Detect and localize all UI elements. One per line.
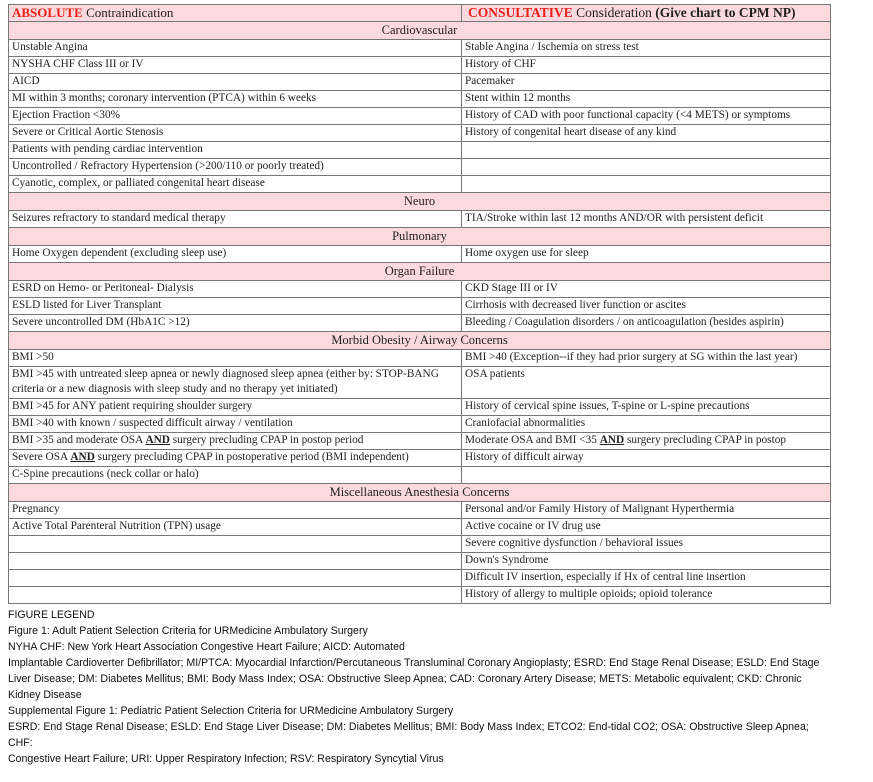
absolute-header: ABSOLUTE Contraindication [9, 5, 462, 22]
table-row: Difficult IV insertion, especially if Hx of central line insertion [9, 570, 831, 587]
table-row: BMI >40 with known / suspected difficult airway / ventilation Craniofacial abnormalities [9, 416, 831, 433]
consultative-header: CONSULTATIVE Consideration (Give chart to CPM NP) [462, 5, 831, 22]
table-row: Pregnancy Personal and/or Family History of Malignant Hyperthermia [9, 502, 831, 519]
section-organ-failure: Organ Failure [9, 263, 831, 281]
table-row: Uncontrolled / Refractory Hypertension (>200/110 or poorly treated) [9, 159, 831, 176]
table-row: Severe OSA AND surgery precluding CPAP in postoperative period (BMI independent) History of difficult airway [9, 450, 831, 467]
table-row: Active Total Parenteral Nutrition (TPN) usage Active cocaine or IV drug use [9, 519, 831, 536]
section-pulmonary: Pulmonary [9, 228, 831, 246]
table-row: History of allergy to multiple opioids; opioid tolerance [9, 587, 831, 604]
legend-title: FIGURE LEGEND [8, 609, 95, 621]
table-row: Ejection Fraction <30% History of CAD with poor functional capacity (<4 METS) or symptoms [9, 108, 831, 125]
table-row: BMI >45 for ANY patient requiring shoulder surgery History of cervical spine issues, T-spine or L-spine precautions [9, 399, 831, 416]
table-row: Down's Syndrome [9, 553, 831, 570]
table-row: MI within 3 months; coronary intervention (PTCA) within 6 weeks Stent within 12 months [9, 91, 831, 108]
table-row: Seizures refractory to standard medical therapy TIA/Stroke within last 12 months AND/OR with persistent deficit [9, 211, 831, 228]
table-row: Severe uncontrolled DM (HbA1C >12) Bleeding / Coagulation disorders / on anticoagulation (besides aspirin) [9, 315, 831, 332]
legend-line: NYHA CHF: New York Heart Association Congestive Heart Failure; AICD: Automated [8, 641, 405, 653]
table-row: Severe or Critical Aortic Stenosis History of congenital heart disease of any kind [9, 125, 831, 142]
legend-line: Congestive Heart Failure; URI: Upper Respiratory Infection; RSV: Respiratory Syncytial Virus [8, 753, 444, 765]
legend-line: Supplemental Figure 1: Pediatric Patient Selection Criteria for URMedicine Ambulatory Surgery [8, 705, 454, 717]
table-row: Unstable Angina Stable Angina / Ischemia on stress test [9, 40, 831, 57]
table-row: Cyanotic, complex, or palliated congenital heart disease [9, 176, 831, 193]
table-row: ESRD on Hemo- or Peritoneal- Dialysis CKD Stage III or IV [9, 281, 831, 298]
legend-line: Figure 1: Adult Patient Selection Criteria for URMedicine Ambulatory Surgery [8, 625, 368, 637]
table-row: AICD Pacemaker [9, 74, 831, 91]
header-row [9, 5, 831, 22]
figure-legend [8, 607, 830, 767]
legend-line: Implantable Cardioverter Defibrillator; MI/PTCA: Myocardial Infarction/Percutaneous Transluminal Coronary Angioplasty; ESRD: End Stage Renal Disease; ESLD: End Stage Liver Disease; DM: Diabetes Mellitus; BMI: Body Mass Index; OSA: Obstructive Sleep Apnea; CAD: Coronary Artery Disease; METS: Metabolic equivalent; CKD: Chronic Kidney Disease [8, 657, 820, 701]
table-row: BMI >35 and moderate OSA AND surgery precluding CPAP in postop period Moderate OSA and BMI <35 AND surgery precluding CPAP in postop [9, 433, 831, 450]
table-row: ESLD listed for Liver Transplant Cirrhosis with decreased liver function or ascites [9, 298, 831, 315]
selection-criteria-table [8, 4, 831, 604]
table-row: Home Oxygen dependent (excluding sleep use) Home oxygen use for sleep [9, 246, 831, 263]
table-row: Patients with pending cardiac intervention [9, 142, 831, 159]
table-row: C-Spine precautions (neck collar or halo) [9, 467, 831, 484]
section-misc-anesthesia: Miscellaneous Anesthesia Concerns [9, 484, 831, 502]
table-row: NYSHA CHF Class III or IV History of CHF [9, 57, 831, 74]
legend-line: ESRD: End Stage Renal Disease; ESLD: End Stage Liver Disease; DM: Diabetes Mellitus; BMI: Body Mass Index; ETCO2: End-tidal CO2; OSA: Obstructive Sleep Apnea; CHF: [8, 721, 809, 749]
section-obesity-airway: Morbid Obesity / Airway Concerns [9, 332, 831, 350]
section-cardiovascular: Cardiovascular [9, 22, 831, 40]
table-row: Severe cognitive dysfunction / behavioral issues [9, 536, 831, 553]
table-row: BMI >50 BMI >40 (Exception--if they had prior surgery at SG within the last year) [9, 350, 831, 367]
section-neuro: Neuro [9, 193, 831, 211]
document-page [8, 4, 830, 767]
table-row: BMI >45 with untreated sleep apnea or newly diagnosed sleep apnea (either by: STOP-BANG criteria or a new diagnosis with sleep study and no therapy yet initiated) OSA patients [9, 367, 831, 399]
